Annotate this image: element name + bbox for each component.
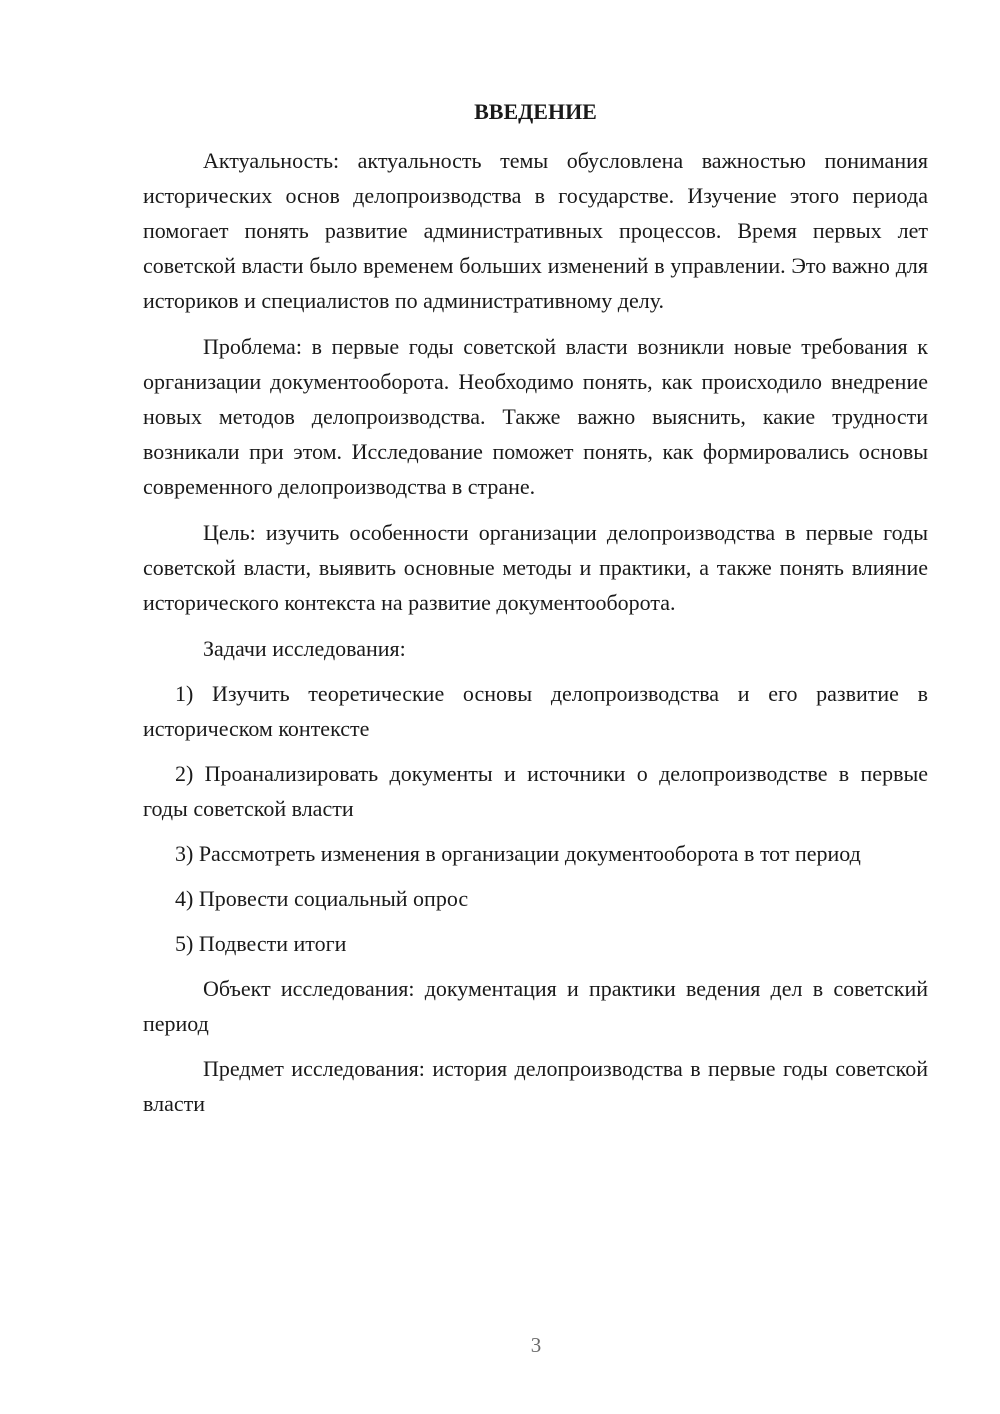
task-item-1: 1) Изучить теоретические основы делопроизводства и его развитие в историческом контексте: [143, 681, 928, 741]
task-item-4: 4) Провести социальный опрос: [175, 886, 469, 911]
subject-paragraph: Предмет исследования: история делопроизводства в первые годы советской власти: [143, 1056, 928, 1116]
problem-paragraph: Проблема: в первые годы советской власти возникли новые требования к организации документооборота. Необходимо понять, как происходило внедрение новых методов делопроизводства. Также важно выяснить, какие трудности возникали при этом. Исследование поможет понять, как формировались основы современного делопроизводства в стране.: [143, 334, 928, 499]
task-item-5: 5) Подвести итоги: [175, 931, 347, 956]
relevance-paragraph: Актуальность: актуальность темы обусловлена важностью понимания исторических основ делопроизводства в государстве. Изучение этого периода помогает понять развитие административных процессов. Время первых лет советской власти было временем больших изменений в управлении. Это важно для историков и специалистов по административному делу.: [143, 148, 928, 313]
goal-paragraph: Цель: изучить особенности организации делопроизводства в первые годы советской власти, выявить основные методы и практики, а также понять влияние исторического контекста на развитие документооборота.: [143, 520, 928, 615]
section-title: ВВЕДЕНИЕ: [474, 99, 597, 124]
page-content: [143, 94, 928, 1121]
page-number: 3: [530, 1333, 542, 1357]
tasks-heading: Задачи исследования:: [203, 636, 406, 661]
task-item-2: 2) Проанализировать документы и источники о делопроизводстве в первые годы советской власти: [143, 761, 928, 821]
object-paragraph: Объект исследования: документация и практики ведения дел в советский период: [143, 976, 928, 1036]
task-item-3: 3) Рассмотреть изменения в организации документооборота в тот период: [175, 841, 861, 866]
